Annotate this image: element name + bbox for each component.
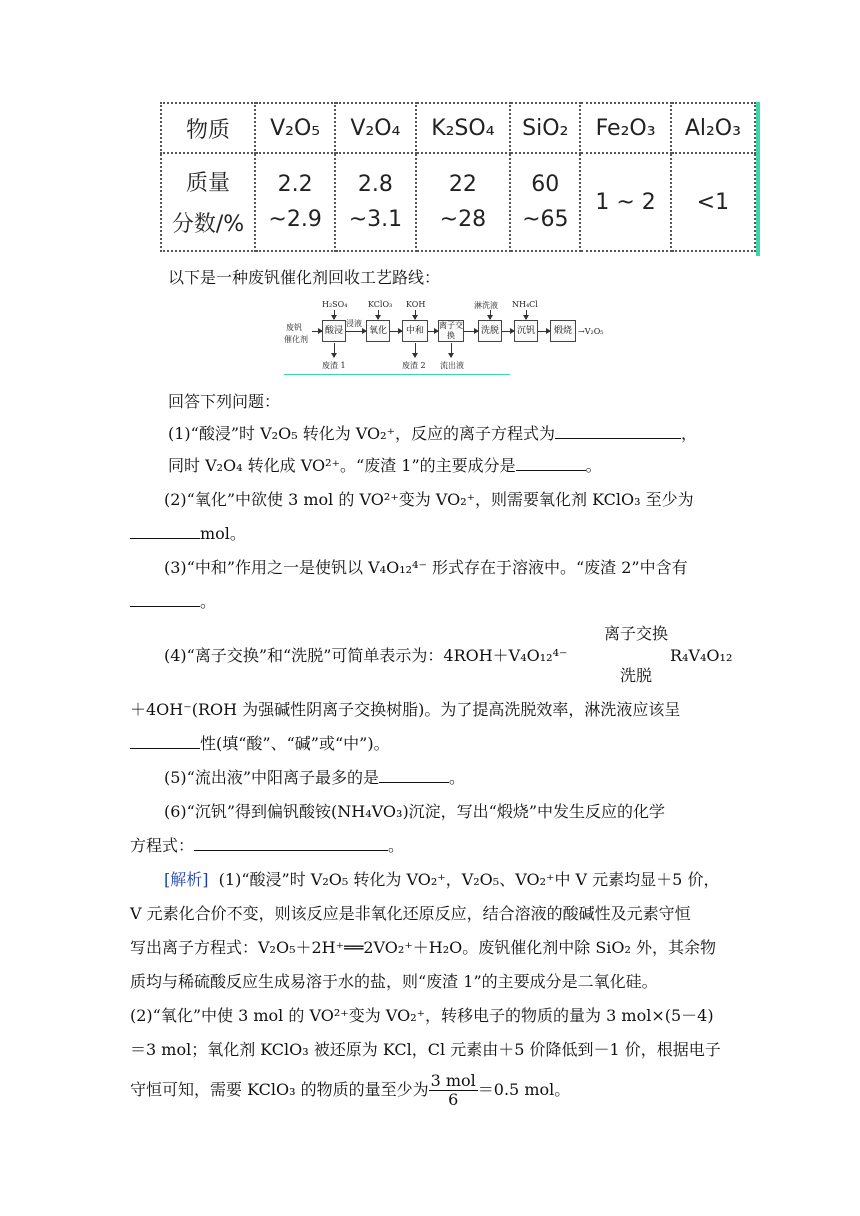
- question-3-line-1: (3)“中和”作用之一是使钒以 V₄O₁₂⁴⁻ 形式存在于溶液中。“废渣 2”中含有: [164, 558, 688, 577]
- question-text: 方程式：: [130, 836, 195, 855]
- cell-value: 2.2: [277, 172, 313, 197]
- row-label: [161, 153, 255, 251]
- table-cell: [510, 153, 580, 251]
- process-flow-diagram: [282, 298, 612, 378]
- flow-step: 沉钒: [514, 320, 538, 342]
- flow-arrow: [490, 310, 491, 319]
- question-text: ，: [681, 424, 698, 443]
- answer-blank: [555, 424, 681, 439]
- question-4-product: R₄V₄O₁₂: [670, 646, 733, 665]
- flow-arrow: [464, 331, 478, 332]
- flow-step: 中和: [402, 320, 428, 342]
- analysis-line-7: [130, 1070, 570, 1110]
- flow-step: 酸浸: [322, 320, 346, 342]
- cell-value: 60: [531, 172, 560, 197]
- analysis-tag: [解析]: [164, 870, 209, 889]
- question-text: (5)“流出液”中阳离子最多的是: [164, 768, 380, 787]
- analysis-line-2: V 元素化合价不变，则该反应是非氧化还原反应，结合溶液的酸碱性及元素守恒: [130, 904, 691, 923]
- cell-value: ~65: [522, 207, 569, 232]
- flow-arrow: [451, 343, 452, 357]
- question-text: 同时 V₂O₄ 转化成 VO²⁺。“废渣 1”的主要成分是: [168, 456, 516, 475]
- table-cell: [255, 153, 335, 251]
- fraction-numerator: 3 mol: [430, 1071, 476, 1090]
- question-4-line-3: [130, 734, 390, 754]
- flow-arrow: [538, 331, 550, 332]
- question-3-line-2: [130, 592, 216, 612]
- flow-input-label: 废钒: [286, 323, 302, 332]
- flow-step: 离子交换: [439, 321, 463, 340]
- flow-step: 洗脱: [478, 320, 502, 342]
- row-label-line: 分数/%: [171, 212, 245, 237]
- table-header-cell: SiO₂: [510, 103, 580, 153]
- table-cell: <1: [671, 153, 755, 251]
- intro-text: 以下是一种废钒催化剂回收工艺路线：: [168, 268, 441, 287]
- table-cell: [335, 153, 415, 251]
- question-1-line-2: [168, 456, 602, 476]
- row-label-line: 质量: [185, 171, 230, 196]
- flow-between-label: 浸液: [346, 319, 362, 328]
- analysis-line-6: ＝3 mol；氧化剂 KClO₃ 被还原为 KCl，Cl 元素由＋5 价降低到－1 价，根据电子: [130, 1040, 721, 1059]
- question-6-line-2: [130, 836, 404, 856]
- table-cell: [416, 153, 511, 251]
- decorative-underline: [284, 374, 510, 375]
- table-header-cell: Al₂O₃: [671, 103, 755, 153]
- flow-reagent: KOH: [406, 300, 426, 309]
- cell-value: 22: [448, 172, 477, 197]
- flow-arrow: [334, 343, 335, 357]
- table-header-cell: Fe₂O₃: [580, 103, 670, 153]
- question-text: mol。: [200, 524, 246, 543]
- answer-blank: [379, 768, 449, 783]
- table-header-cell: K₂SO₄: [416, 103, 511, 153]
- flow-product: →V₂O₅: [578, 327, 604, 336]
- question-2-line-1: (2)“氧化”中欲使 3 mol 的 VO²⁺变为 VO₂⁺，则需要氧化剂 KClO₃ 至少为: [164, 490, 694, 509]
- analysis-line-5: (2)“氧化”中使 3 mol 的 VO²⁺变为 VO₂⁺，转移电子的物质的量为 3 mol×(5－4): [130, 1006, 714, 1025]
- answer-blank: [130, 734, 200, 749]
- question-4-line-2: ＋4OH⁻(ROH 为强碱性阴离子交换树脂)。为了提高洗脱效率，淋洗液应该呈: [130, 700, 681, 719]
- analysis-line-4: 质均与稀硫酸反应生成易溶于水的盐，则“废渣 1”的主要成分是二氧化硅。: [130, 972, 658, 991]
- question-6-line-1: (6)“沉钒”得到偏钒酸铵(NH₄VO₃)沉淀，写出“煅烧”中发生反应的化学: [164, 802, 666, 821]
- cell-value: ~28: [439, 207, 487, 232]
- cell-value: 2.8: [357, 172, 393, 197]
- reaction-condition-above: 离子交换: [604, 624, 669, 643]
- flow-arrow: [378, 310, 379, 319]
- question-text: (1)“酸浸”时 V₂O₅ 转化为 VO₂⁺，反应的离子方程式为: [168, 424, 556, 443]
- answer-blank: [130, 524, 200, 539]
- flow-input-label: 催化剂: [284, 335, 308, 344]
- flow-arrow: [526, 310, 527, 319]
- flow-reagent: NH₄Cl: [512, 300, 538, 309]
- flow-arrow: [346, 331, 366, 332]
- table-header-cell: V₂O₄: [335, 103, 415, 153]
- analysis-text: 守恒可知，需要 KClO₃ 的物质的量至少为: [130, 1080, 429, 1099]
- question-text: 。: [585, 456, 602, 475]
- flow-reagent: 淋洗液: [474, 301, 498, 310]
- answer-blank: [194, 836, 388, 851]
- cell-value: ~2.9: [268, 207, 322, 232]
- flow-arrow: [334, 310, 335, 319]
- flow-arrow: [415, 310, 416, 319]
- question-text: 。: [388, 836, 405, 855]
- table-row: [161, 153, 755, 251]
- flow-output: 废渣 2: [402, 361, 426, 370]
- flow-step: 煅烧: [550, 320, 576, 342]
- table-header-cell: V₂O₅: [255, 103, 335, 153]
- question-text: 。: [449, 768, 466, 787]
- analysis-text: (1)“酸浸”时 V₂O₅ 转化为 VO₂⁺，V₂O₅、VO₂⁺中 V 元素均显＋5 价，: [218, 870, 720, 889]
- table-cell: 1 ~ 2: [580, 153, 670, 251]
- analysis-text: ＝0.5 mol。: [477, 1080, 571, 1099]
- answer-blank: [516, 456, 586, 471]
- question-5-line-1: [164, 768, 465, 788]
- question-2-line-2: [130, 524, 246, 544]
- flow-arrow: [428, 331, 438, 332]
- cell-value: ~3.1: [348, 207, 403, 232]
- analysis-line-3: 写出离子方程式：V₂O₅＋2H⁺══2VO₂⁺＋H₂O。废钒催化剂中除 SiO₂ 外，其余物: [130, 938, 717, 957]
- table-header-row: [161, 103, 755, 153]
- flow-arrow: [415, 343, 416, 357]
- composition-table: [160, 102, 760, 256]
- flow-reagent: KClO₃: [368, 300, 393, 309]
- question-1-line-1: [168, 424, 697, 444]
- flow-arrow: [502, 331, 514, 332]
- reaction-condition-below: 洗脱: [620, 666, 653, 685]
- fraction-denominator: 6: [448, 1090, 459, 1109]
- flow-output: 流出液: [440, 361, 464, 370]
- question-text: 。: [200, 592, 217, 611]
- analysis-line-1: [164, 870, 719, 890]
- flow-arrow: [390, 331, 402, 332]
- flow-output: 废渣 1: [322, 361, 346, 370]
- flow-reagent: H₂SO₄: [322, 300, 348, 309]
- flow-step: 氧化: [366, 320, 390, 342]
- flow-arrow: [312, 331, 322, 332]
- question-text: 性(填“酸”、“碱”或“中”)。: [200, 734, 390, 753]
- table-header-cell: 物质: [161, 103, 255, 153]
- answer-blank: [130, 592, 200, 607]
- question-4-line-1: (4)“离子交换”和“洗脱”可简单表示为：4ROH＋V₄O₁₂⁴⁻: [164, 646, 568, 665]
- fraction: [429, 1072, 478, 1109]
- answer-intro: 回答下列问题：: [168, 392, 281, 411]
